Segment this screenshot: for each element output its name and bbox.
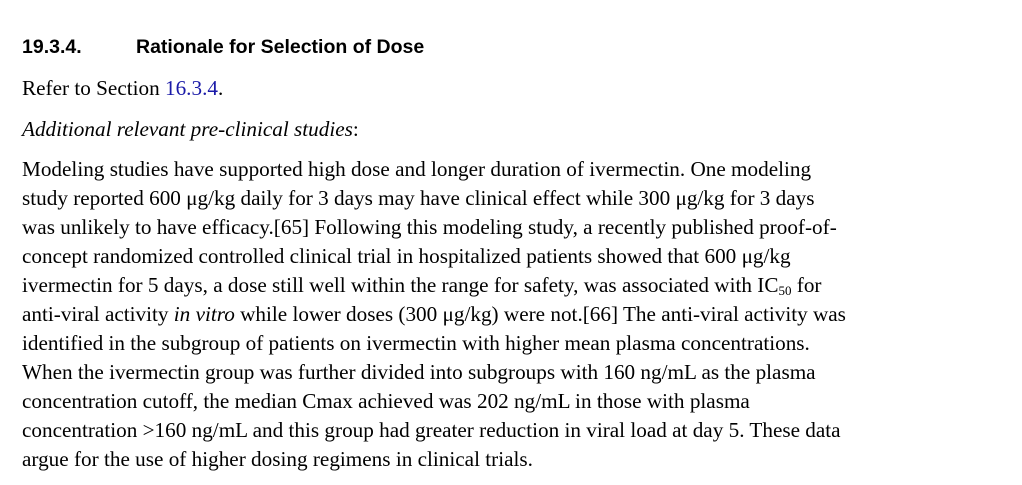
line-text: anti-viral activity — [22, 302, 174, 326]
refer-line — [22, 73, 1012, 103]
paragraph-line: study reported 600 μg/kg daily for 3 days may have clinical effect while 300 μg/kg for 3 days — [22, 186, 815, 210]
section-link[interactable]: 16.3.4 — [164, 76, 218, 100]
body-paragraph — [22, 155, 1012, 474]
subheading-label: Additional relevant pre-clinical studies — [22, 117, 353, 141]
paragraph-line: concentration >160 ng/mL and this group had greater reduction in viral load at day 5. These data — [22, 418, 841, 442]
paragraph-line: concentration cutoff, the median Cmax achieved was 202 ng/mL in those with plasma — [22, 389, 750, 413]
subheading-colon: : — [352, 117, 359, 141]
paragraph-line: Modeling studies have supported high dose and longer duration of ivermectin. One modeling — [22, 157, 812, 181]
section-number: 19.3.4. — [22, 36, 82, 58]
refer-suffix: . — [217, 76, 224, 100]
paragraph-line: argue for the use of higher dosing regimens in clinical trials. — [22, 447, 533, 471]
paragraph-line: identified in the subgroup of patients on ivermectin with higher mean plasma concentrations. — [22, 331, 810, 355]
line-text: while lower doses (300 μg/kg) were not.[66] The anti-viral activity was — [234, 302, 846, 326]
paragraph-line: When the ivermectin group was further divided into subgroups with 160 ng/mL as the plasma — [22, 360, 816, 384]
subheading — [22, 114, 1012, 144]
paragraph-line — [22, 300, 1012, 329]
refer-prefix: Refer to Section — [22, 76, 165, 100]
paragraph-line — [22, 271, 1012, 300]
italic-term: in vitro — [173, 302, 235, 326]
section-title: Rationale for Selection of Dose — [136, 36, 425, 58]
paragraph-line: was unlikely to have efficacy.[65] Following this modeling study, a recently published proof-of- — [22, 215, 837, 239]
line-text: for — [791, 273, 822, 297]
paragraph-line: concept randomized controlled clinical trial in hospitalized patients showed that 600 μg/kg — [22, 244, 791, 268]
document-page — [22, 30, 1012, 474]
subscript: 50 — [778, 283, 792, 298]
line-text: ivermectin for 5 days, a dose still well within the range for safety, was associated with IC — [22, 273, 779, 297]
section-heading — [22, 30, 1012, 64]
